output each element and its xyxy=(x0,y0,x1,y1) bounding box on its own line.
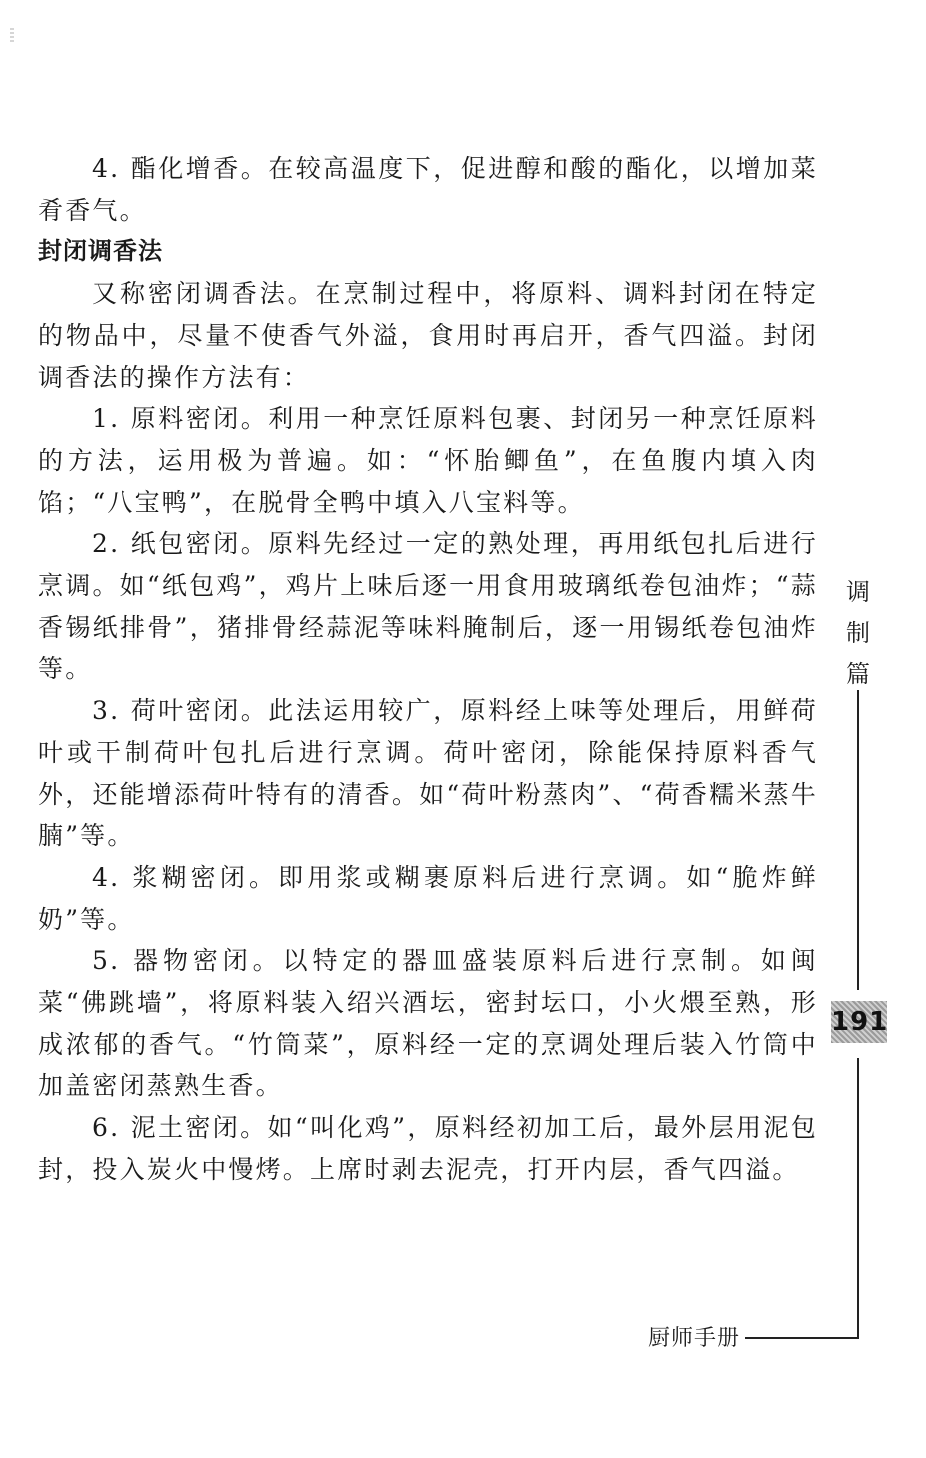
body-text xyxy=(38,148,818,1191)
side-label-char: 调 xyxy=(846,578,870,606)
paragraph-method-2: 2. 纸包密闭。原料先经过一定的熟处理，再用纸包扎后进行烹调。如“纸包鸡”，鸡片上味后逐一用食用玻璃纸卷包油炸；“蒜香锡纸排骨”，猪排骨经蒜泥等味料腌制后，逐一用锡纸卷包油炸等。 xyxy=(38,529,818,684)
paragraph-intro: 又称密闭调香法。在烹制过程中，将原料、调料封闭在特定的物品中，尽量不使香气外溢，食用时再启开，香气四溢。封闭调香法的操作方法有： xyxy=(38,279,818,392)
section-heading: 封闭调香法 xyxy=(38,237,163,266)
book-title-footer: 厨师手册 xyxy=(648,1326,741,1351)
paragraph-esterification: 4. 酯化增香。在较高温度下，促进醇和酸的酯化，以增加菜肴香气。 xyxy=(38,154,818,225)
side-label-char: 篇 xyxy=(846,660,870,688)
margin-rule-lower xyxy=(857,1058,859,1338)
footer-rule xyxy=(745,1337,859,1339)
margin-rule-upper xyxy=(857,690,859,990)
page-number: 191 xyxy=(831,1001,887,1043)
paragraph-method-5: 5. 器物密闭。以特定的器皿盛装原料后进行烹制。如闽菜“佛跳墙”，将原料装入绍兴酒坛，密封坛口，小火煨至熟，形成浓郁的香气。“竹筒菜”，原料经一定的烹调处理后装入竹筒中加盖密闭蒸熟生香。 xyxy=(38,946,818,1101)
scan-speck xyxy=(10,28,14,42)
side-label-char: 制 xyxy=(846,619,870,647)
chapter-side-label xyxy=(845,572,871,695)
paragraph-method-4: 4. 浆糊密闭。即用浆或糊裹原料后进行烹调。如“脆炸鲜奶”等。 xyxy=(38,862,818,934)
paragraph-method-3: 3. 荷叶密闭。此法运用较广，原料经上味等处理后，用鲜荷叶或干制荷叶包扎后进行烹调。荷叶密闭，除能保持原料香气外，还能增添荷叶特有的清香。如“荷叶粉蒸肉”、“荷香糯米蒸牛腩”等。 xyxy=(38,696,818,851)
paragraph-method-6: 6. 泥土密闭。如“叫化鸡”，原料经初加工后，最外层用泥包封，投入炭火中慢烤。上席时剥去泥壳，打开内层，香气四溢。 xyxy=(38,1113,818,1184)
paragraph-method-1: 1. 原料密闭。利用一种烹饪原料包裹、封闭另一种烹饪原料的方法，运用极为普遍。如：“怀胎鲫鱼”，在鱼腹内填入肉馅；“八宝鸭”，在脱骨全鸭中填入八宝料等。 xyxy=(38,404,818,517)
